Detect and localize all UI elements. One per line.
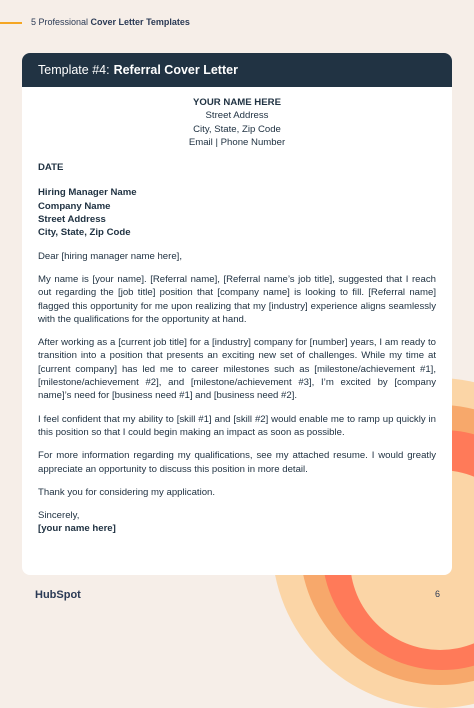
recipient-company: Company Name bbox=[38, 200, 111, 212]
recipient-city: City, State, Zip Code bbox=[38, 227, 131, 239]
document-title-prefix: 5 Professional bbox=[31, 17, 91, 27]
template-card bbox=[22, 53, 452, 575]
template-card-header bbox=[22, 53, 452, 87]
paragraph-skills: I feel confident that my ability to [skill #1] and [skill #2] would enable me to ramp up quickly in this position so that I could begin making an impact as soon as possible. bbox=[38, 413, 436, 438]
sender-street: Street Address bbox=[205, 110, 269, 122]
recipient-manager: Hiring Manager Name bbox=[38, 187, 137, 199]
sender-block bbox=[38, 96, 436, 149]
template-name: Referral Cover Letter bbox=[113, 63, 238, 77]
letter-date: DATE bbox=[38, 162, 64, 174]
paragraph-resume: For more information regarding my qualifications, see my attached resume. I would greatly appreciate an opportunity to discuss this position in more detail. bbox=[38, 450, 436, 475]
document-title bbox=[31, 17, 190, 27]
paragraph-thanks: Thank you for considering my application. bbox=[38, 486, 216, 498]
template-number: Template #4: bbox=[38, 63, 110, 77]
document-title-bold: Cover Letter Templates bbox=[90, 17, 190, 27]
accent-bar bbox=[0, 22, 22, 24]
letter-body bbox=[22, 87, 452, 536]
sender-name: YOUR NAME HERE bbox=[193, 97, 281, 108]
paragraph-experience: After working as a [current job title] for a [industry] company for [number] years, I am ready to transition into a position that presents an exciting new set of challenges. While my time at [current company] has led me to career milestones such as [milestone/achievement #1], [milestone/achievement #2], and [milestone/achievement #3], I’m excited by [company name]’s need for [business need #1] and [business need #2]. bbox=[38, 337, 436, 402]
recipient-street: Street Address bbox=[38, 214, 106, 226]
recipient-block bbox=[38, 186, 436, 239]
page-number: 6 bbox=[435, 589, 441, 599]
signature: [your name here] bbox=[38, 523, 116, 535]
salutation: Dear [hiring manager name here], bbox=[38, 250, 182, 262]
hubspot-logo-icon: HubSpot bbox=[35, 589, 81, 601]
closing: Sincerely, bbox=[38, 510, 80, 522]
sender-city: City, State, Zip Code bbox=[193, 123, 281, 135]
sender-contact: Email | Phone Number bbox=[188, 136, 286, 148]
paragraph-intro: My name is [your name]. [Referral name], [Referral name’s job title], suggested that I reach out regarding the [job title] position that [company name] is looking to fill. [Referral name] flagged this opportunity for me upon realizing that my [industry] experience aligns seamlessly with the qualifications for the opportunity at hand. bbox=[38, 273, 436, 325]
document-header bbox=[0, 0, 474, 44]
